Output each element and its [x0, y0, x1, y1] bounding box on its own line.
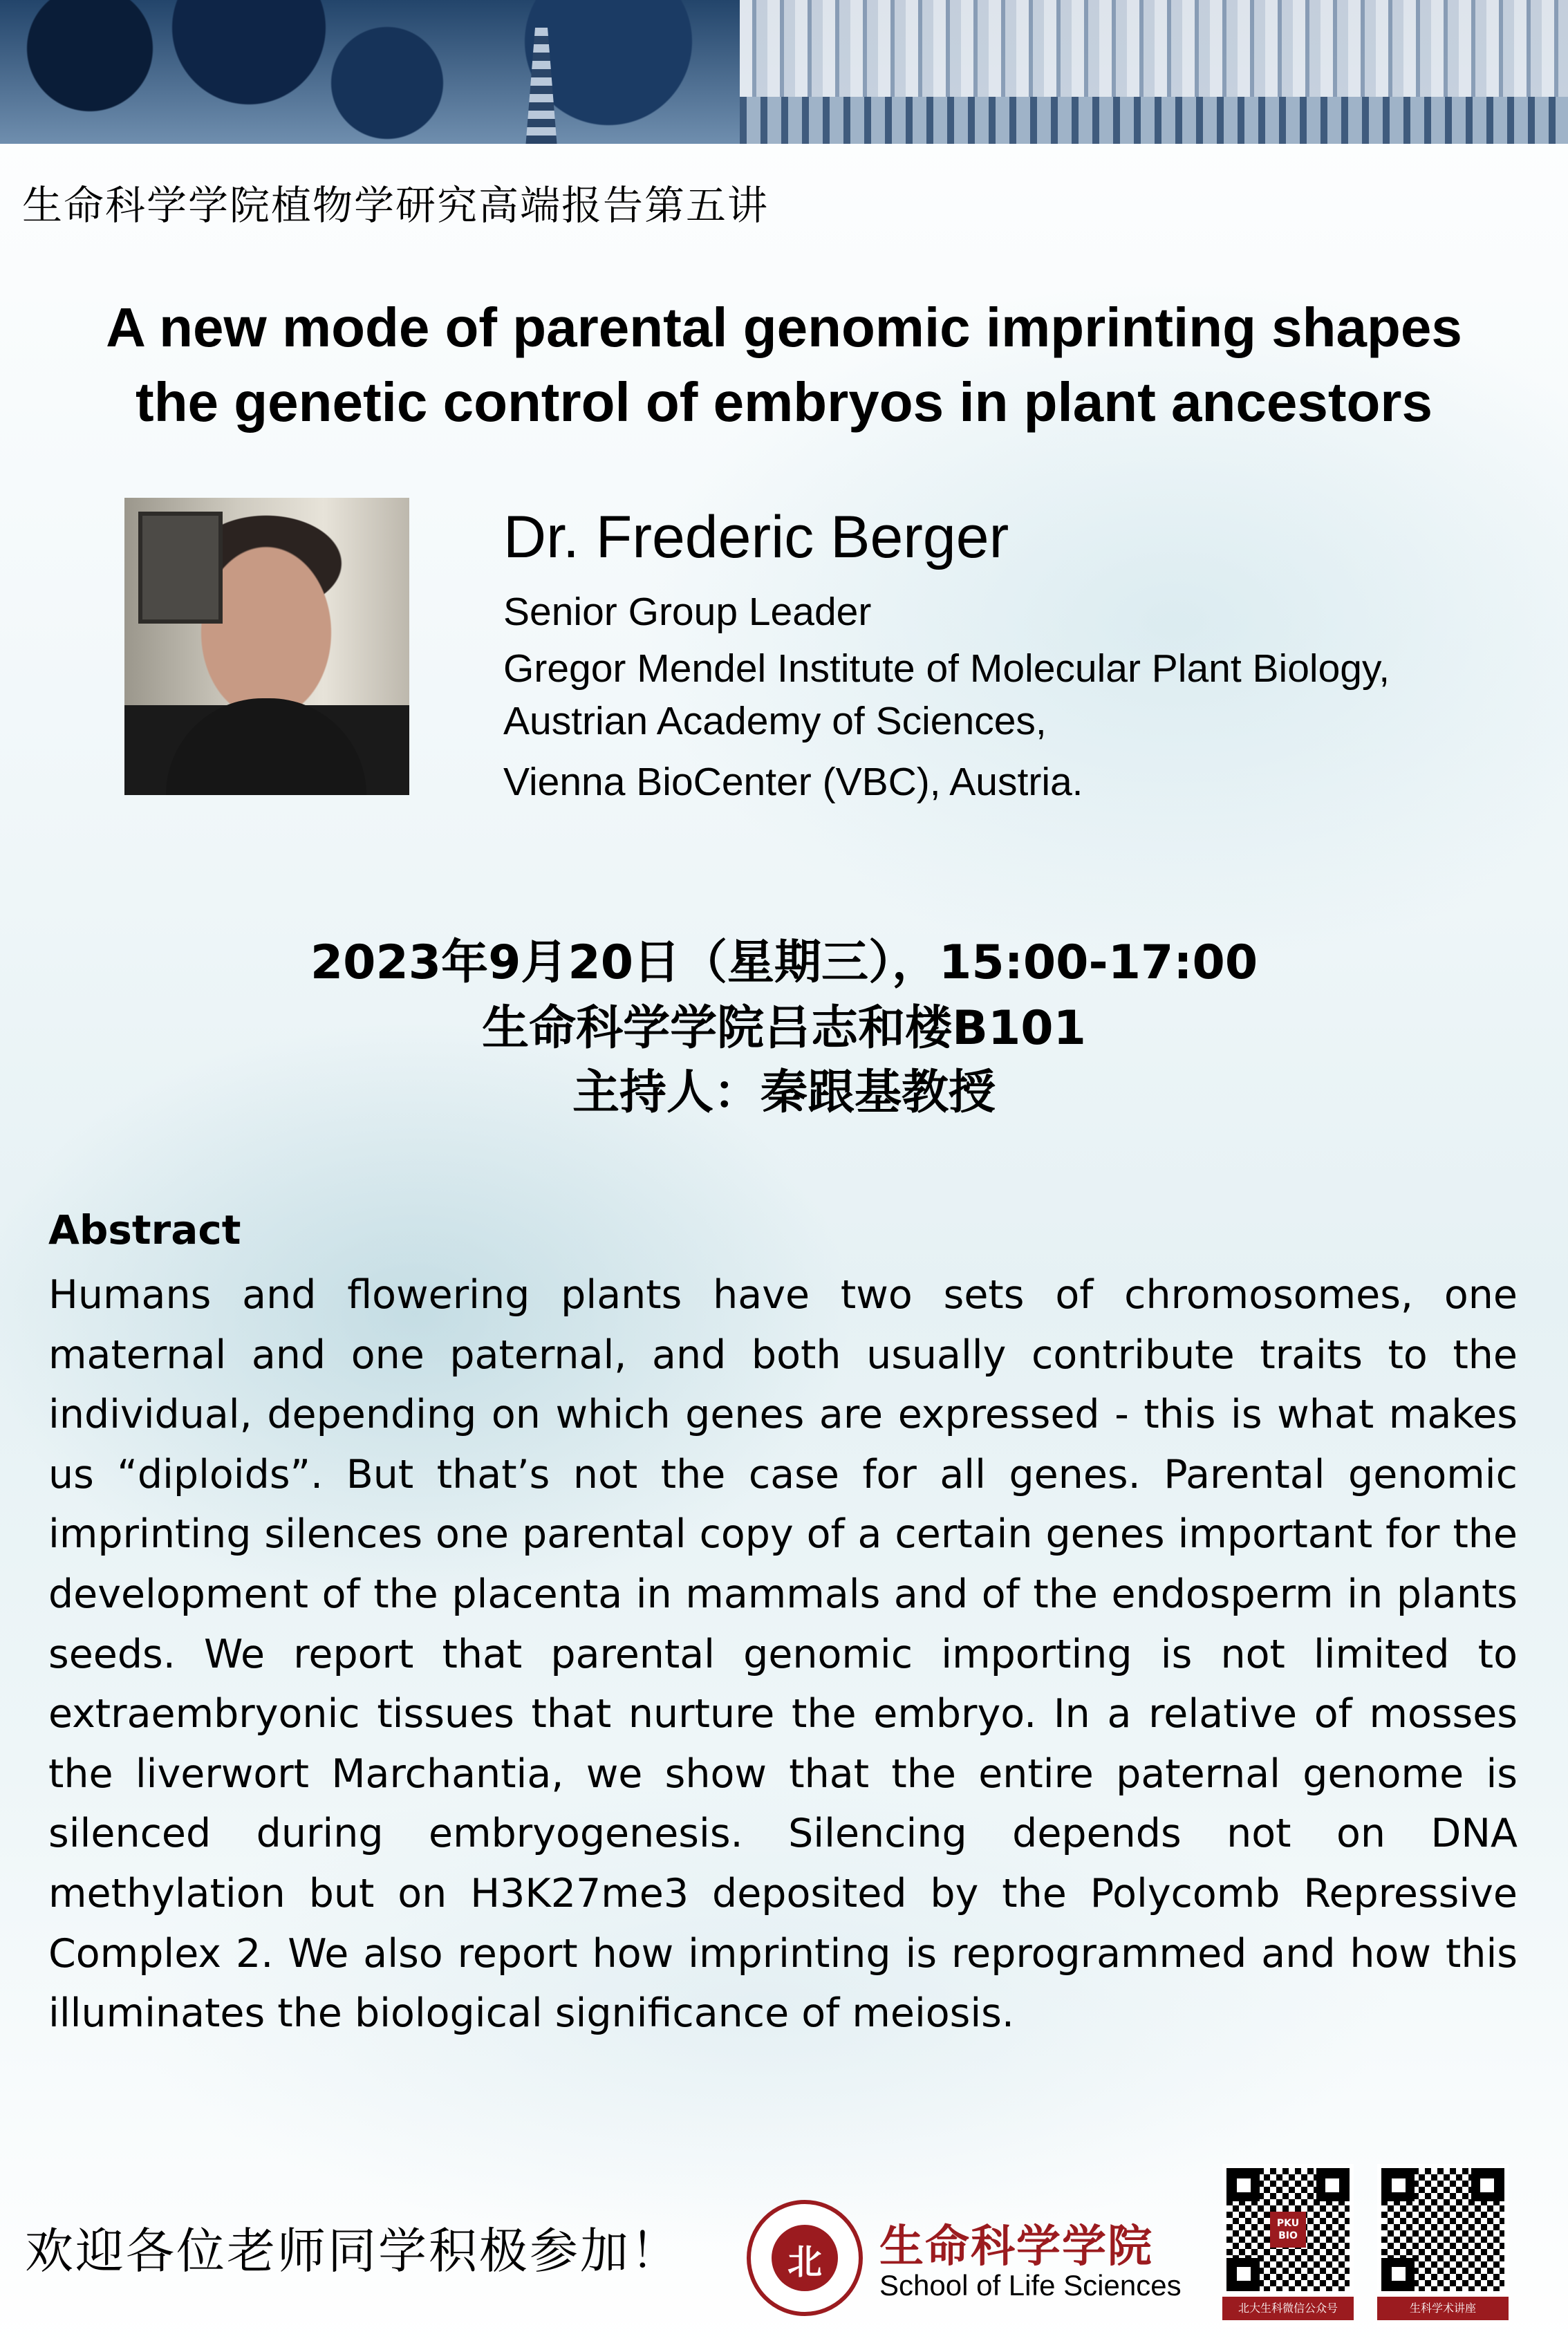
qr-caption: 北大生科微信公众号 [1222, 2297, 1354, 2320]
qr-center-logo: PKU BIO [1270, 2212, 1306, 2248]
logo-emblem [772, 2225, 838, 2291]
header-banner [0, 0, 1568, 144]
talk-title-line-2: the genetic control of embryos in plant ancestors [136, 371, 1432, 433]
lecture-qr-code[interactable] [1377, 2164, 1509, 2327]
org-name-chinese: 生命科学学院 [879, 2221, 1153, 2272]
speaker-photo [124, 498, 409, 795]
qr-caption: 生科学术讲座 [1377, 2297, 1509, 2320]
abstract-heading: Abstract [48, 1206, 241, 1253]
banner-roof-eaves-image [740, 97, 1568, 144]
speaker-affiliation-line-1: Gregor Mendel Institute of Molecular Plant Biology, [503, 646, 1390, 691]
talk-title-line-1: A new mode of parental genomic imprinting shapes [106, 297, 1462, 358]
photo-wall-frame [138, 512, 223, 624]
qr-finder [1232, 2262, 1256, 2286]
qr-finder [1320, 2174, 1344, 2197]
event-datetime: 2023年9月20日（星期三），15:00-17:00 [310, 935, 1258, 990]
abstract-body: Humans and flowering plants have two sets of chromosomes, one maternal and one paternal, and both usually contribute traits to the individual, depending on which genes are expressed - this is what makes us “diploids”. But that’s not the case for all genes. Parental genomic imprinting silences one parental copy of a certain genes important for the development of the placenta in mammals and of the endosperm in plants seeds. We report that parental genomic importing is not limited to extraembryonic tissues that nurture the embryo. In a relative of mosses the liverwort Marchantia, we show that the entire paternal genome is silenced during embryogenesis. Silencing depends not on DNA methylation but on H3K27me3 deposited by the Polycomb Repressive Complex 2. We also report how imprinting is reprogrammed and how this illuminates the biological significance of meiosis. [48, 1272, 1518, 2037]
logo-glyph: 北 [787, 2242, 822, 2282]
speaker-position: Senior Group Leader [503, 590, 872, 634]
qr-finder [1387, 2174, 1410, 2197]
qr-finder [1387, 2262, 1410, 2286]
wechat-qr-code[interactable] [1222, 2164, 1354, 2327]
qr-finder [1232, 2174, 1256, 2197]
speaker-affiliation-line-2: Austrian Academy of Sciences, [503, 699, 1047, 743]
event-host: 主持人：秦跟基教授 [572, 1065, 996, 1120]
peking-university-logo [747, 2200, 863, 2316]
org-name-english: School of Life Sciences [879, 2269, 1182, 2302]
banner-trees-image [0, 0, 754, 144]
event-venue: 生命科学学院吕志和楼B101 [482, 1001, 1086, 1056]
series-title: 生命科学学院植物学研究高端报告第五讲 [22, 182, 769, 229]
qr-finder [1475, 2174, 1499, 2197]
speaker-name: Dr. Frederic Berger [503, 504, 1009, 570]
welcome-text: 欢迎各位老师同学积极参加！ [25, 2223, 681, 2279]
speaker-affiliation-line-3: Vienna BioCenter (VBC), Austria. [503, 760, 1083, 804]
talk-title [0, 290, 1568, 440]
photo-shirt [166, 698, 366, 795]
